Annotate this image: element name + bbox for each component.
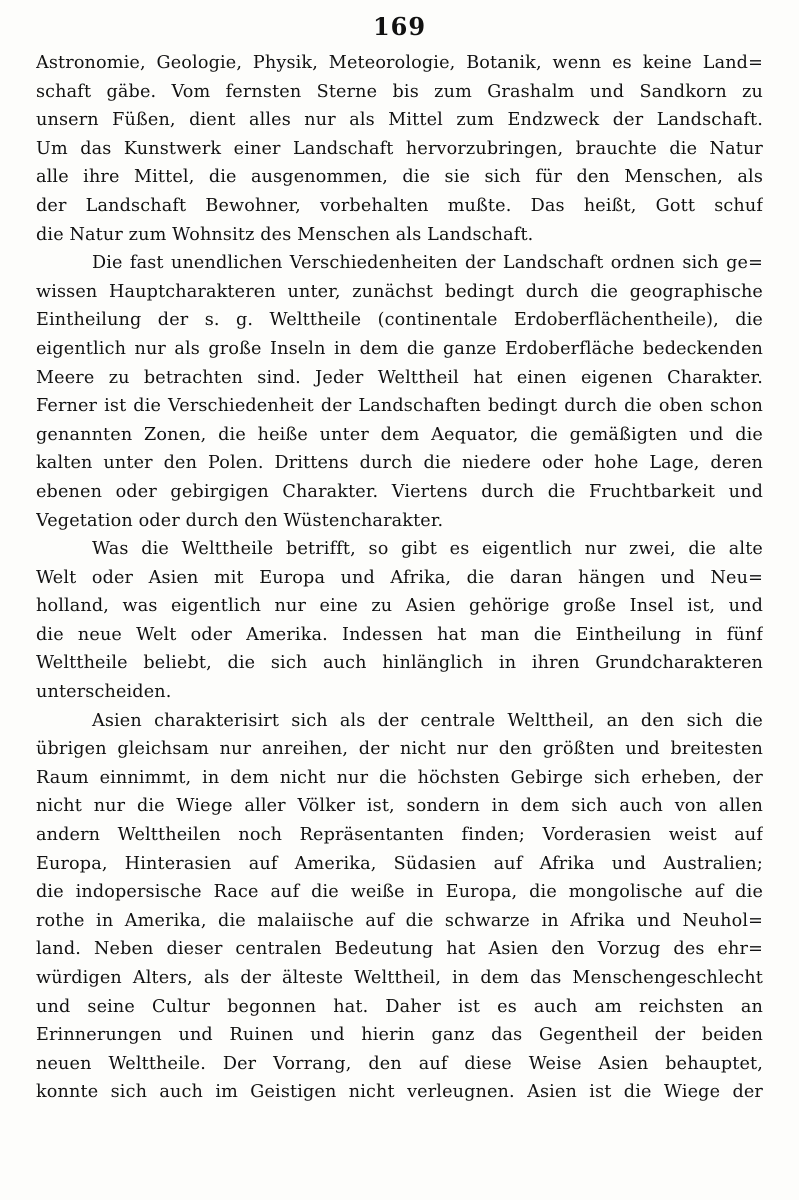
text-line: Raum einnimmt, in dem nicht nur die höchsten Gebirge sich erheben, der [36,767,763,788]
text-line: genannten Zonen, die heiße unter dem Aequator, die gemäßigten und die [36,424,763,445]
text-line: land. Neben dieser centralen Bedeutung hat Asien den Vorzug des ehr= [36,939,763,960]
text-line: Astronomie, Geologie, Physik, Meteorologie, Botanik, wenn es keine Land= [36,53,763,73]
text-line: übrigen gleichsam nur anreihen, der nicht nur den größten und breitesten [36,739,763,760]
text-line: eigentlich nur als große Inseln in dem die ganze Erdoberfläche bedeckenden [36,338,763,359]
text-line: Erinnerungen und Ruinen und hierin ganz das Gegentheil der beiden [36,1025,763,1046]
text-line: schaft gäbe. Vom fernsten Sterne bis zum Grashalm und Sandkorn zu [36,81,763,102]
text-line: Ferner ist die Verschiedenheit der Landschaften bedingt durch die oben schon [36,396,763,417]
text-line: Welt oder Asien mit Europa und Afrika, die daran hängen und Neu= [36,567,763,588]
text-line: rothe in Amerika, die malaiische auf die schwarze in Afrika und Neuhol= [36,910,763,931]
text-line: neuen Welttheile. Der Vorrang, den auf diese Weise Asien behauptet, [36,1053,763,1074]
paragraph-asia [36,707,763,1107]
text-line: Vegetation oder durch den Wüstencharakter. [36,510,444,531]
text-line: unterscheiden. [36,682,172,703]
text-line: alle ihre Mittel, die ausgenommen, die sie sich für den Menschen, als [36,167,763,188]
text-line: und seine Cultur begonnen hat. Daher ist es auch am reichsten an [36,996,763,1017]
text-line: andern Welttheilen noch Repräsentanten finden; Vorderasien weist auf [36,825,763,846]
text-line: ebenen oder gebirgigen Charakter. Viertens durch die Fruchtbarkeit und [36,481,763,502]
text-line: die indopersische Race auf die weiße in Europa, die mongolische auf die [36,882,763,903]
paragraph-landscape-characters [36,249,763,535]
paragraph-continents [36,535,763,707]
paragraph-landscape-purpose [36,49,763,249]
text-line: Eintheilung der s. g. Welttheile (continentale Erdoberflächentheile), die [36,310,763,331]
text-line: kalten unter den Polen. Drittens durch die niedere oder hohe Lage, deren [36,453,763,474]
text-line: die Natur zum Wohnsitz des Menschen als Landschaft. [36,224,534,245]
text-line: Welttheile beliebt, die sich auch hinlänglich in ihren Grundcharakteren [36,653,763,674]
text-line: wissen Hauptcharakteren unter, zunächst bedingt durch die geographische [36,281,763,302]
page-number: 169 [372,12,427,41]
text-line: Europa, Hinterasien auf Amerika, Südasien auf Afrika und Australien; [36,853,763,874]
text-line: Meere zu betrachten sind. Jeder Welttheil hat einen eigenen Charakter. [36,367,763,388]
text-line: holland, was eigentlich nur eine zu Asien gehörige große Insel ist, und [36,596,763,617]
text-line: der Landschaft Bewohner, vorbehalten mußte. Das heißt, Gott schuf [36,195,763,216]
text-line: nicht nur die Wiege aller Völker ist, sondern in dem sich auch von allen [36,796,763,817]
text-line: konnte sich auch im Geistigen nicht verleugnen. Asien ist die Wiege der [36,1082,763,1103]
text-line: Was die Welttheile betrifft, so gibt es eigentlich nur zwei, die alte [92,539,763,560]
text-line: Asien charakterisirt sich als der centrale Welttheil, an den sich die [92,710,763,731]
text-line: unsern Füßen, dient alles nur als Mittel zum Endzweck der Landschaft. [36,110,763,131]
text-line: Die fast unendlichen Verschiedenheiten der Landschaft ordnen sich ge= [92,253,763,274]
text-line: Um das Kunstwerk einer Landschaft hervorzubringen, brauchte die Natur [36,138,763,159]
text-line: würdigen Alters, als der älteste Welttheil, in dem das Menschengeschlecht [36,968,763,988]
body-text [36,49,763,1107]
text-line: die neue Welt oder Amerika. Indessen hat man die Eintheilung in fünf [36,624,763,645]
